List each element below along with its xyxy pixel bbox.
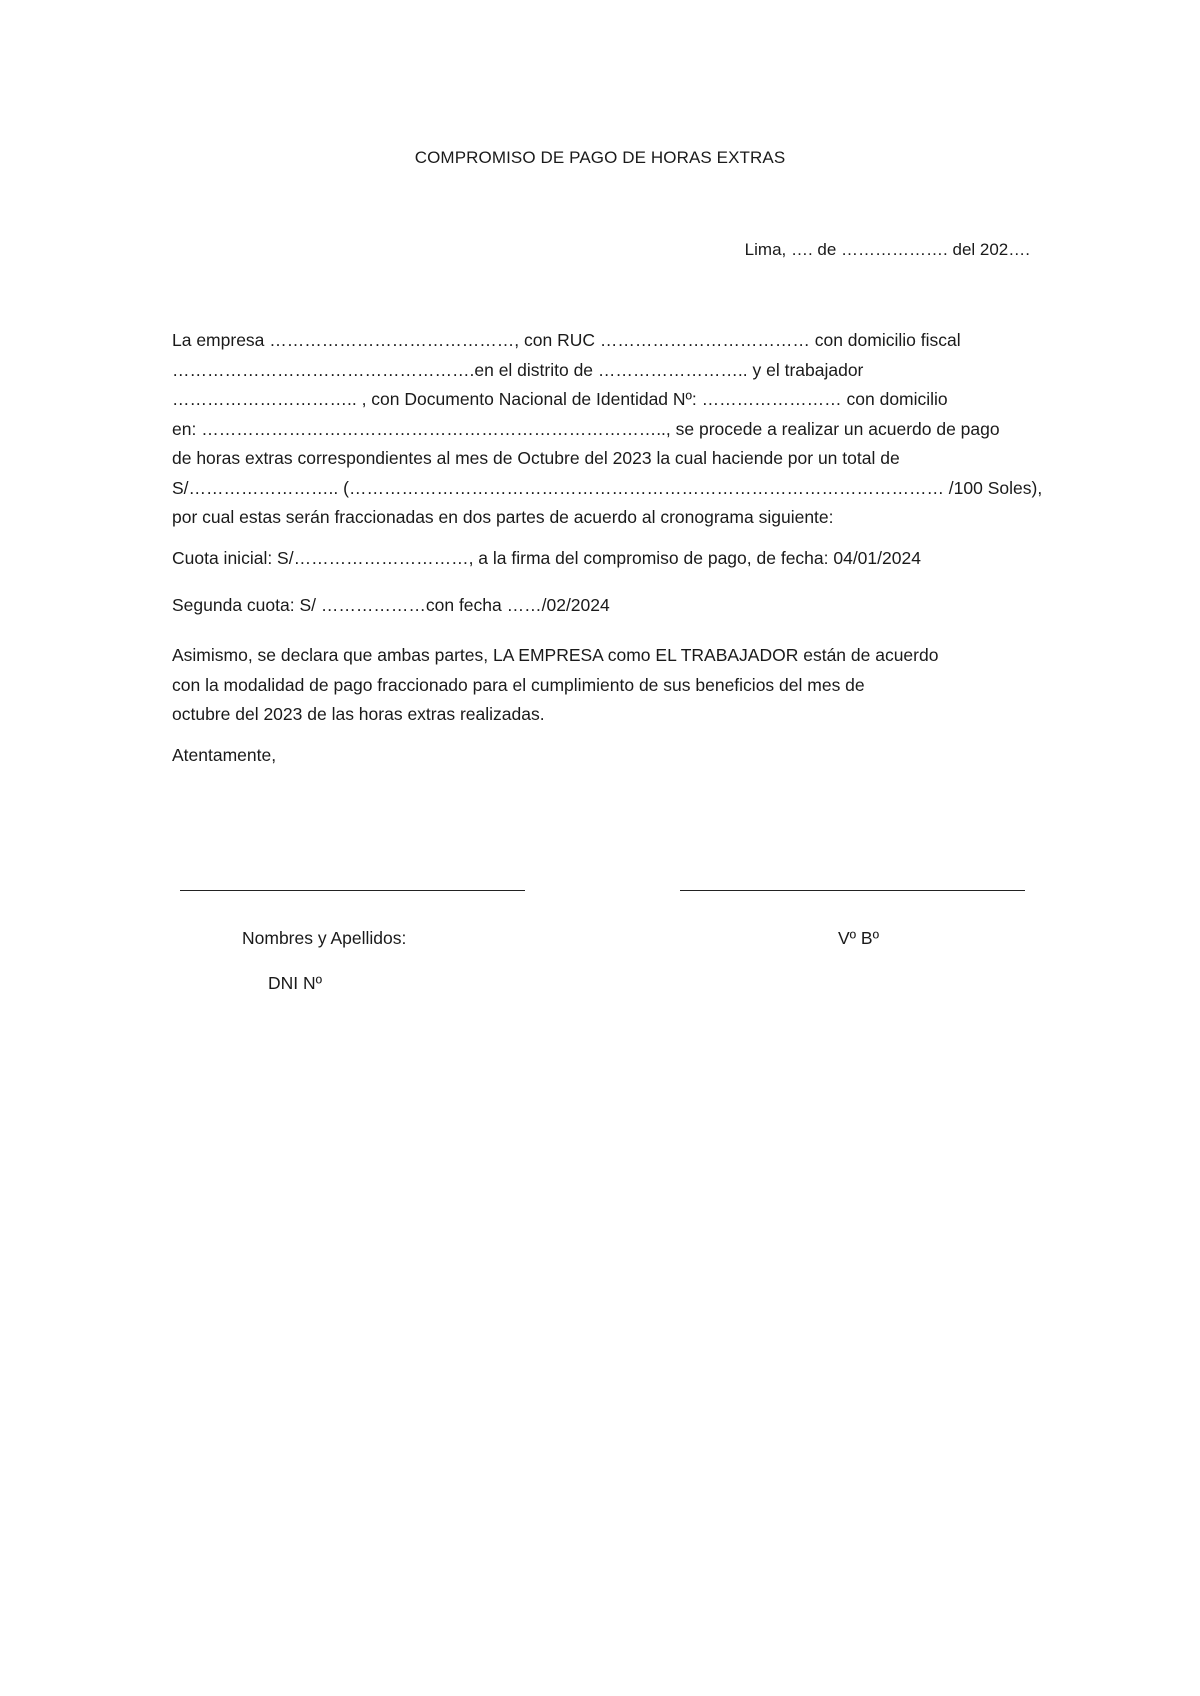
paragraph-line: octubre del 2023 de las horas extras realizadas. bbox=[172, 704, 545, 724]
segunda-cuota-line: Segunda cuota: S/ ………………con fecha ……/02/2024 bbox=[172, 595, 610, 615]
paragraph-line: por cual estas serán fraccionadas en dos partes de acuerdo al cronograma siguiente: bbox=[172, 507, 834, 527]
agreement-paragraph bbox=[172, 326, 1043, 533]
paragraph-line: La empresa ……………………………………, con RUC ……………………………… con domicilio fiscal bbox=[172, 330, 961, 350]
signature-name-label: Nombres y Apellidos: bbox=[242, 928, 407, 948]
signature-line-left bbox=[180, 890, 525, 891]
paragraph-line: Asimismo, se declara que ambas partes, LA EMPRESA como EL TRABAJADOR están de acuerdo bbox=[172, 645, 939, 665]
paragraph-line: …………………………………………….en el distrito de …………………….. y el trabajador bbox=[172, 359, 864, 380]
document-title: COMPROMISO DE PAGO DE HORAS EXTRAS bbox=[414, 148, 786, 167]
paragraph-line: en: …………………………………………………………………….., se procede a realizar un acuerdo de pago bbox=[172, 418, 1000, 439]
declaration-paragraph bbox=[172, 641, 1032, 730]
approval-label: Vº Bº bbox=[838, 928, 879, 948]
paragraph-line: de horas extras correspondientes al mes de Octubre del 2023 la cual haciende por un total de bbox=[172, 448, 900, 468]
cuota-inicial-line: Cuota inicial: S/…………………………, a la firma del compromiso de pago, de fecha: 04/01/2024 bbox=[172, 548, 921, 568]
closing-text: Atentamente, bbox=[172, 745, 277, 765]
paragraph-line: ………………………….. , con Documento Nacional de Identidad Nº: …………………… con domicilio bbox=[172, 389, 948, 409]
paragraph-line: S/…………………….. (………………………………………………………………………………………… /100 Soles), bbox=[172, 477, 1043, 498]
paragraph-line: con la modalidad de pago fraccionado para el cumplimiento de sus beneficios del mes de bbox=[172, 674, 865, 695]
date-line: Lima, …. de ………………. del 202…. bbox=[744, 240, 1030, 259]
dni-label: DNI Nº bbox=[268, 973, 323, 993]
signature-line-right bbox=[680, 890, 1025, 891]
